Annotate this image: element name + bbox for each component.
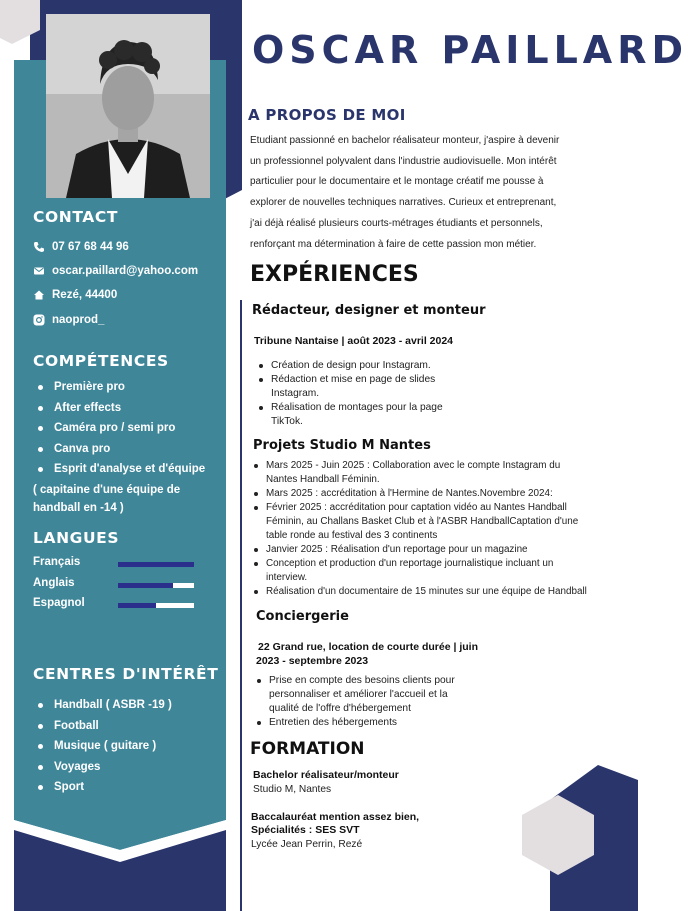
job-bullet-line: Nantes Handball Féminin. (266, 474, 380, 485)
language-level-fill (118, 603, 156, 608)
job-bullet (251, 585, 638, 599)
skill-item: Esprit d'analyse et d'équipe (33, 459, 205, 480)
language-row (33, 577, 198, 593)
job-bullet-line: interview. (266, 572, 308, 583)
languages-title: LANGUES (33, 529, 120, 547)
skill-item: After effects (33, 398, 205, 419)
skill-item: Caméra pro / semi pro (33, 418, 205, 439)
job-bullet-line: Février 2025 : accréditation pour captation vidéo au Nantes Handball (266, 502, 567, 513)
job-bullet (251, 543, 638, 557)
education-degree (251, 811, 419, 837)
job-bullet-line: Réalisation d'un documentaire de 15 minutes sur une équipe de Handball (266, 586, 587, 597)
sidebar (0, 0, 242, 911)
skills-note-line: handball en -14 ) (33, 502, 124, 514)
job-bullets (251, 459, 638, 599)
job-bullets (254, 674, 494, 730)
language-level-fill (118, 562, 194, 567)
language-name: Espagnol (33, 597, 85, 609)
job-bullet-line: Réalisation de montages pour la page (271, 402, 443, 413)
job-bullet-line: TikTok. (271, 416, 303, 427)
about-line: particulier pour le documentaire et le montage créatif me pousse à (250, 176, 544, 188)
job-bullet (251, 487, 638, 501)
job-bullet (254, 716, 494, 730)
about-title: A PROPOS DE MOI (248, 106, 406, 124)
timeline-line (240, 300, 242, 911)
experiences-title: EXPÉRIENCES (250, 262, 419, 287)
job-bullet-line: Création de design pour Instagram. (271, 360, 431, 371)
contact-instagram-text: naoprod_ (52, 314, 105, 326)
job-bullet-line: qualité de l'offre d'hébergement (269, 703, 411, 714)
contact-phone-text: 07 67 68 44 96 (52, 241, 129, 253)
job-bullet (256, 373, 486, 401)
skill-item: Première pro (33, 377, 205, 398)
interest-item: Sport (33, 777, 172, 798)
language-level-fill (118, 583, 173, 588)
language-name: Anglais (33, 577, 75, 589)
phone-icon (33, 241, 45, 253)
job-subtitle-line: 22 Grand rue, location de courte durée | juin (258, 641, 478, 653)
education-degree-line: Spécialités : SES SVT (251, 824, 360, 836)
skills-note-line: ( capitaine d'une équipe de (33, 484, 181, 496)
interests-list (33, 695, 172, 798)
interest-item: Voyages (33, 757, 172, 778)
language-row (33, 556, 198, 572)
about-line: explorer de nouvelles techniques narratives. Curieux et entreprenant, (250, 197, 557, 209)
skills-note (33, 481, 213, 517)
job-bullet (256, 359, 486, 373)
education-title: FORMATION (250, 739, 365, 759)
contact-address (33, 287, 117, 303)
interest-item: Musique ( guitare ) (33, 736, 172, 757)
home-icon (33, 289, 45, 301)
language-level-bar (118, 583, 194, 588)
education-school: Lycée Jean Perrin, Rezé (251, 839, 363, 850)
interests-title: CENTRES D'INTÉRÊT (33, 665, 219, 683)
language-row (33, 597, 198, 613)
instagram-icon (33, 314, 45, 326)
mail-icon (33, 265, 45, 277)
job-bullet (256, 401, 486, 429)
education-school: Studio M, Nantes (253, 784, 332, 795)
job-subtitle (256, 640, 478, 668)
contact-title: CONTACT (33, 208, 119, 226)
about-line: j'ai déjà réalisé plusieurs courts-métrages étudiants et personnels, (250, 217, 543, 229)
job-bullet-line: table ronde au festival des 3 continents (266, 530, 438, 541)
about-line: renforçant ma détermination à faire de cette passion mon métier. (250, 238, 537, 250)
education-degree-line: Bachelor réalisateur/monteur (253, 769, 399, 781)
contact-address-text: Rezé, 44400 (52, 289, 118, 301)
profile-photo (46, 14, 210, 198)
job-bullet-line: Prise en compte des besoins clients pour (269, 675, 455, 686)
job-title: Rédacteur, designer et monteur (252, 303, 486, 318)
skills-title: COMPÉTENCES (33, 352, 169, 370)
job-bullet (251, 557, 638, 585)
job-bullet-line: Féminin, au Challans Basket Club et à l'ASBR HandballCaptation d'une (266, 516, 579, 527)
job-subtitle-line: 2023 - septembre 2023 (256, 655, 369, 667)
job-bullets (256, 359, 486, 429)
job-bullet-line: Mars 2025 - Juin 2025 : Collaboration avec le compte Instagram du (266, 460, 561, 471)
education-degree-line: Baccalauréat mention assez bien, (251, 811, 420, 823)
contact-phone[interactable] (33, 239, 129, 255)
job-bullet (251, 459, 638, 487)
contact-email[interactable] (33, 263, 198, 279)
job-bullet-line: Rédaction et mise en page de slides (271, 374, 436, 385)
language-name: Français (33, 556, 81, 568)
job-bullet-line: Entretien des hébergements (269, 717, 397, 728)
about-line: Etudiant passionné en bachelor réalisateur monteur, j'aspire à devenir (250, 135, 560, 146)
job-bullet-line: Conception et production d'un reportage journalistique incluant un (266, 558, 554, 569)
job-bullet (251, 501, 638, 543)
job-title: Projets Studio M Nantes (253, 438, 431, 453)
job-title: Conciergerie (256, 609, 349, 624)
about-text (250, 131, 616, 255)
language-level-bar (118, 562, 194, 567)
profile-photo-illustration (46, 14, 210, 198)
job-bullet-line: Mars 2025 : accréditation à l'Hermine de Nantes.Novembre 2024: (266, 488, 553, 499)
job-bullet-line: Instagram. (271, 388, 320, 399)
job-bullet (254, 674, 494, 716)
interest-item: Football (33, 716, 172, 737)
interest-item: Handball ( ASBR -19 ) (33, 695, 172, 716)
job-subtitle: Tribune Nantaise | août 2023 - avril 2024 (254, 335, 454, 347)
language-level-bar (118, 603, 194, 608)
contact-instagram[interactable] (33, 312, 104, 328)
about-line: un professionnel polyvalent dans l'industrie audiovisuelle. Mon intérêt (250, 155, 557, 167)
contact-email-text: oscar.paillard@yahoo.com (52, 265, 199, 277)
job-bullet-line: Janvier 2025 : Réalisation d'un reportage pour un magazine (266, 544, 528, 555)
education-degree (253, 769, 399, 782)
candidate-name: OSCAR PAILLARD (252, 28, 688, 72)
skill-item: Canva pro (33, 439, 205, 460)
skills-list (33, 377, 205, 480)
job-bullet-line: personnaliser et améliorer l'accueil et la (269, 689, 448, 700)
